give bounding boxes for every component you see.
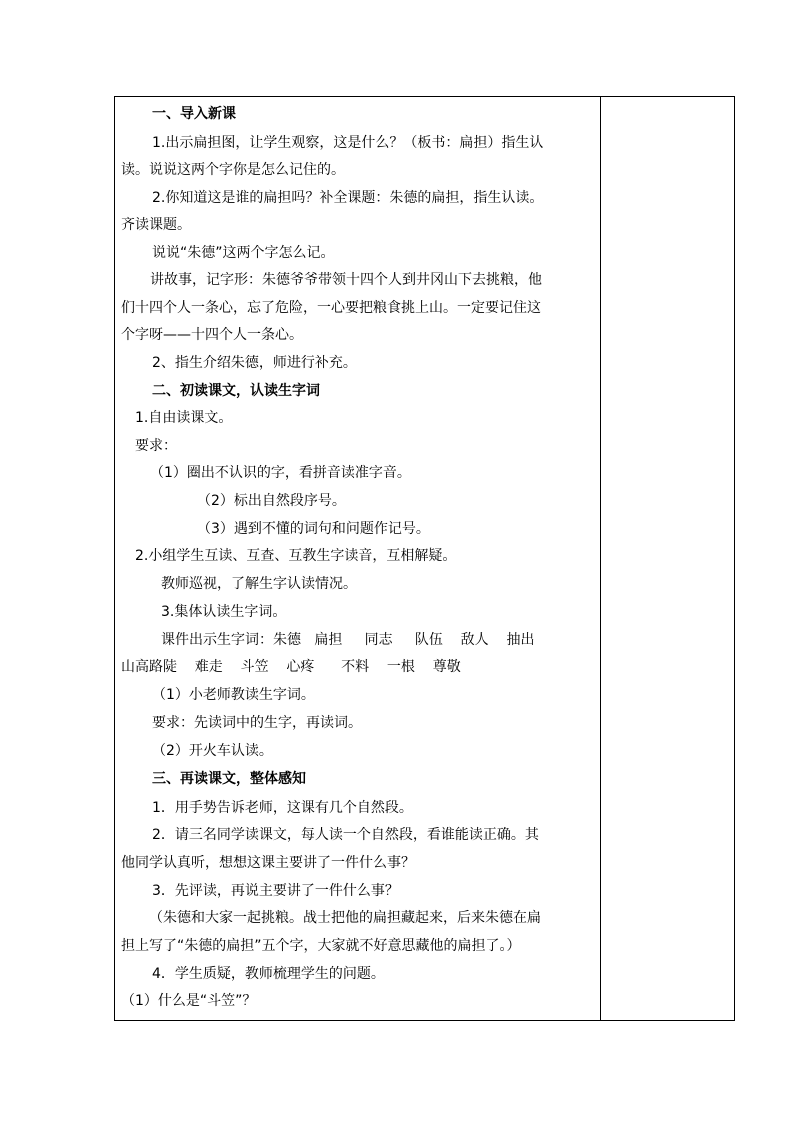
text-line: （2）开火车认读。 (152, 743, 273, 759)
text-line: 要求：先读词中的生字，再读词。 (152, 715, 362, 731)
text-line: 山高路陡 难走 斗笠 心疼 不料 一根 尊敬 (121, 659, 461, 675)
section-heading-1: 一、导入新课 (152, 106, 236, 122)
text-line: 1.自由读课文。 (135, 410, 233, 426)
text-line: 2.你知道这是谁的扁担吗？补全课题：朱德的扁担，指生认读。 (152, 190, 544, 206)
lesson-content-cell (115, 97, 600, 1020)
text-line: 个字呀——十四个人一条心。 (121, 327, 303, 343)
text-line: 齐读课题。 (121, 217, 191, 233)
text-line: 4．学生质疑，教师梳理学生的问题。 (152, 966, 385, 982)
text-line: 2.小组学生互读、互查、互教生字读音，互相解疑。 (135, 548, 457, 564)
text-line: 课件出示生字词：朱德 扁担 同志 队伍 敌人 抽出 (161, 632, 535, 648)
text-line: 2、指生介绍朱德，师进行补充。 (152, 355, 357, 371)
text-line: 3．先评读，再说主要讲了一件什么事？ (152, 883, 399, 899)
text-line: （1）小老师教读生字词。 (152, 687, 315, 703)
text-line: 要求： (135, 438, 177, 454)
text-line: 说说“朱德”这两个字怎么记。 (152, 245, 335, 261)
text-line: （3）遇到不懂的词句和问题作记号。 (197, 521, 430, 537)
notes-cell (601, 97, 734, 1020)
text-line: 3.集体认读生字词。 (161, 604, 287, 620)
text-line: 2．请三名同学读课文，每人读一个自然段，看谁能读正确。其 (152, 827, 539, 843)
section-heading-2: 二、初读课文，认读生字词 (152, 383, 320, 399)
text-line: 1.出示扁担图，让学生观察，这是什么？（板书：扁担）指生认 (152, 135, 544, 151)
text-line: 讲故事，记字形：朱德爷爷带领十四个人到井冈山下去挑粮，他 (150, 272, 542, 288)
section-heading-3: 三、再读课文，整体感知 (152, 771, 306, 787)
text-line: （2）标出自然段序号。 (197, 493, 346, 509)
text-line: （朱德和大家一起挑粮。战士把他的扁担藏起来，后来朱德在扁 (149, 910, 541, 926)
text-line: （1）什么是“斗笠”？ (121, 993, 257, 1009)
lesson-table (114, 96, 735, 1021)
text-line: 们十四个人一条心，忘了危险，一心要把粮食挑上山。一定要记住这 (121, 300, 541, 316)
text-line: （1）圈出不认识的字，看拼音读准字音。 (150, 465, 411, 481)
text-line: 教师巡视，了解生字认读情况。 (161, 576, 357, 592)
text-line: 1．用手势告诉老师，这课有几个自然段。 (152, 800, 413, 816)
text-line: 他同学认真听，想想这课主要讲了一件什么事？ (121, 855, 415, 871)
text-line: 读。说说这两个字你是怎么记住的。 (121, 162, 345, 178)
text-line: 担上写了“朱德的扁担”五个字，大家就不好意思藏他的扁担了。） (121, 938, 521, 954)
